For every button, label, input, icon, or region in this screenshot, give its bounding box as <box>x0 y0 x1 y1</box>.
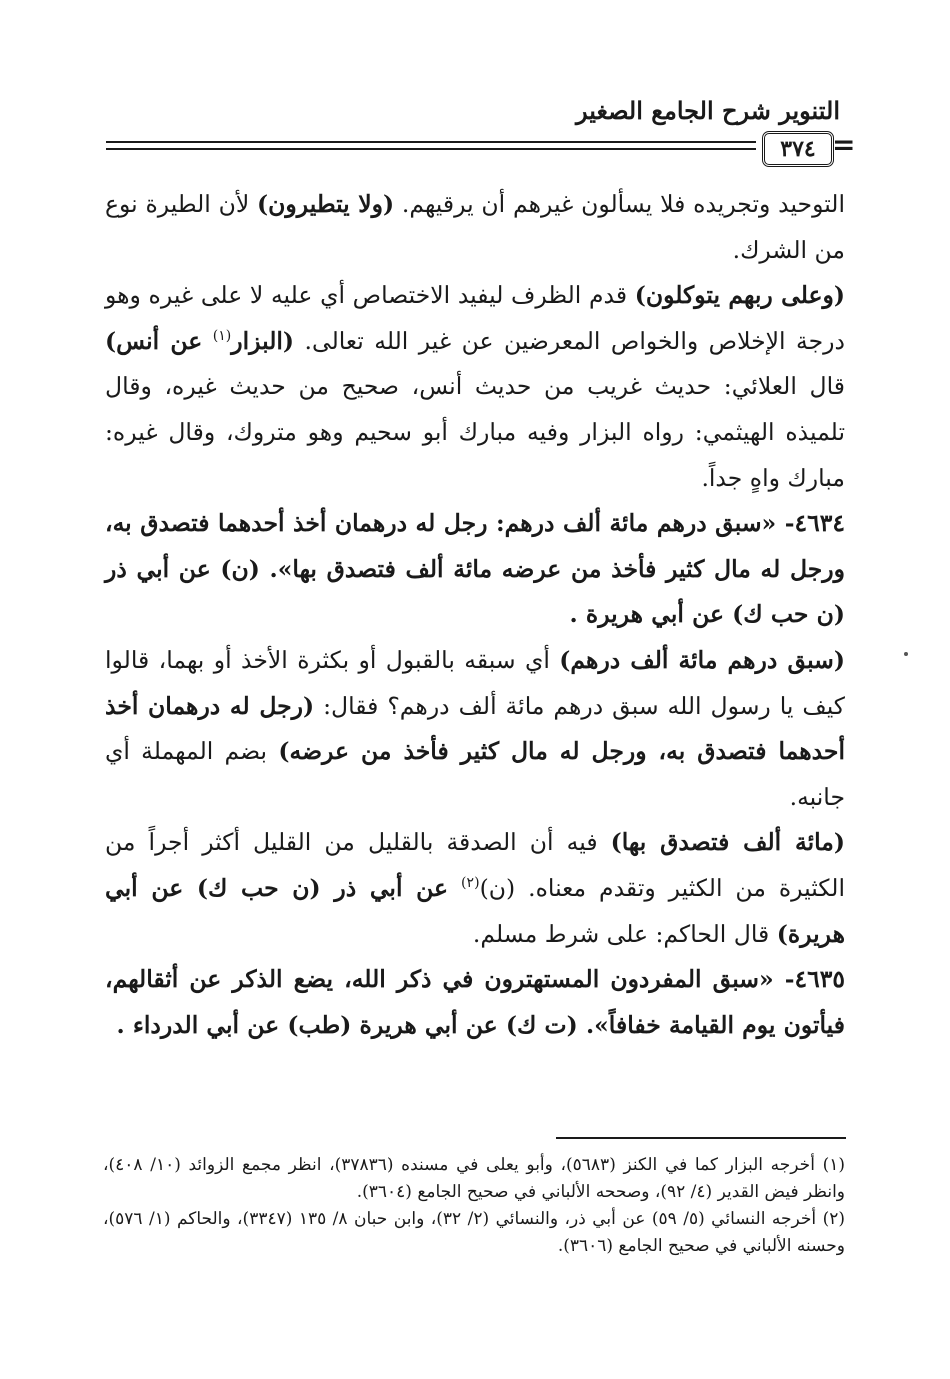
hadith-4635 <box>105 957 845 1048</box>
text-run: قال الحاكم: على شرط مسلم. <box>472 919 770 948</box>
source-citation: عن أنس) <box>105 326 203 355</box>
footnote-2: (٢) أخرجه النسائي (٥/ ٥٩) عن أبي ذر، والنسائي (٢/ ٣٢)، وابن حبان ٨/ ١٣٥ (٣٣٤٧)، والحاكم (١/ ٥٧٦)، وحسنه الألباني في صحيح الجامع (٣٦٠٦). <box>103 1209 846 1256</box>
footnote-1: (١) أخرجه البزار كما في الكنز (٥٦٨٣)، وأبو يعلى في مسنده (٣٧٨٣٦)، انظر مجمع الزوائد (١٠/ ٤٠٨)، وانظر فيض القدير (٤/ ٩٢)، وصححه الألباني في صحيح الجامع (٣٦٠٤). <box>103 1155 845 1202</box>
source-citation: عن أبي ذر (ن حب ك) عن أبي هريرة) <box>105 873 845 948</box>
hadith-4634 <box>105 501 845 638</box>
text-run: بضم المهملة أي جانبه. <box>105 737 845 811</box>
hadith-number: ٤٦٣٥- <box>784 965 846 994</box>
footnote-separator <box>556 1137 846 1139</box>
hadith-number: ٤٦٣٤- <box>784 509 845 538</box>
header-rule-bottom <box>106 148 756 150</box>
page-number: ٣٧٤ <box>762 131 834 167</box>
text-run: أي سبقه بالقبول أو بكثرة الأخذ أو بهما، قالوا كيف يا رسول الله سبق درهم مائة ألف درهم؟ فقال: <box>105 645 845 720</box>
hadith-quote: (مائة ألف فتصدق بها) <box>610 828 845 857</box>
text-run: (ن) <box>479 873 516 902</box>
hadith-text: «سبق المفردون المستهترون في ذكر الله، يضع الذكر عن أثقالهم، فيأتون يوم القيامة خفافاً». (ت ك) عن أبي هريرة (طب) عن أبي الدرداء . <box>105 965 845 1039</box>
hadith-quote: (ولا يتطيرون) <box>257 190 395 218</box>
hadith-quote: (وعلى ربهم يتوكلون) <box>634 281 845 310</box>
text-run: التوحيد وتجريده فلا يسألون غيرهم أن يرقيهم. <box>401 190 845 218</box>
text-run: قال العلائي: حديث غريب من حديث أنس، صحيح من حديث غيره، وقال تلميذه الهيثمي: رواه البزار وفيه مبارك أبو سحيم وهو متروك، وقال غيره: مبارك واهٍ جداً. <box>105 372 845 492</box>
footnotes <box>103 1152 845 1260</box>
margin-dot <box>904 652 908 656</box>
footnote-ref-1[interactable]: (١) <box>212 327 232 344</box>
hadith-text: «سبق درهم مائة ألف درهم: رجل له درهمان أخذ أحدهما فتصدق به، ورجل له مال كثير فأخذ من عرضه مائة ألف فتصدق بها». (ن) عن أبي ذر (ن حب ك) عن أبي هريرة . <box>105 509 845 629</box>
source-citation: (البزار <box>231 326 295 355</box>
header-rule-top <box>106 141 756 143</box>
paragraph-1 <box>105 182 845 273</box>
text-run: لأن الطيرة نوع من الشرك. <box>105 190 845 264</box>
text-run: قدم الظرف ليفيد الاختصاص أي عليه لا على غيره وهو درجة الإخلاص والخواص المعرضين عن غير الله تعالى. <box>105 281 845 355</box>
paragraph-3 <box>105 638 845 820</box>
hadith-quote: (رجل له درهمان أخذ أحدهما فتصدق به، ورجل له مال كثير فأخذ من عرضه) <box>105 691 845 766</box>
paragraph-4 <box>105 820 845 957</box>
main-text <box>105 182 845 1048</box>
paragraph-2 <box>105 273 845 501</box>
page-number-marker: = <box>832 128 856 161</box>
hadith-quote: (سبق درهم مائة ألف درهم) <box>559 645 845 674</box>
text-run: فيه أن الصدقة بالقليل من القليل أكثر أجراً من الكثيرة من الكثير وتقدم معناه. <box>105 828 845 902</box>
footnote-ref-2[interactable]: (٢) <box>461 875 480 892</box>
running-title: التنوير شرح الجامع الصغير <box>576 96 840 125</box>
